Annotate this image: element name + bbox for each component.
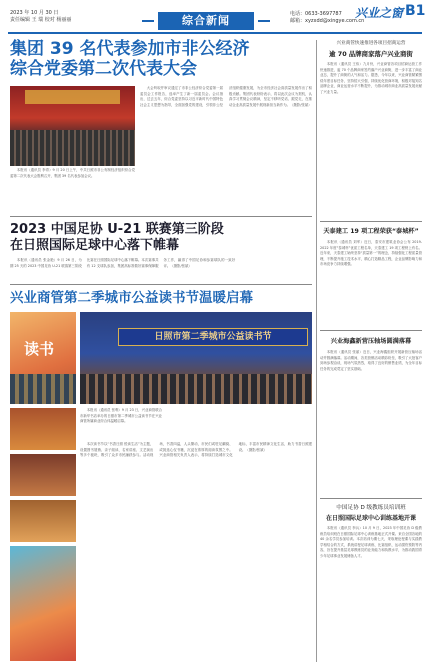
issue-date: 2023 年 10 月 30 日 [10, 10, 59, 16]
right3-body-text: 本报讯（通讯员 张丽）近日，兴业海鑫组织开展新营压轴场活动并圆满落幕。活动期间，各类营销活动精彩纷呈，吸引了大批客户到场参观洽谈，现场气氛热烈，取得了良好的销售业绩，为全年目标任务的完成奠定了坚实基础。 [320, 350, 422, 371]
article3-books-photo [10, 408, 76, 450]
article1-body [140, 86, 312, 214]
divider [10, 216, 312, 217]
article1-body-text: 大会听取并审议通过了市非公经济综合党委第一届委员会工作报告，选举产生了新一届委员会。会议指出，过去五年，综合党委坚持以习近平新时代中国特色社会主义思想为指导，全面加强党的建设，引领非公经济组织健康发展，为全市经济社会高质量发展作出了积极贡献。集团代表纷纷表示，将以此次会议为契机，认真学习贯彻会议精神，坚定不移听党话、跟党走，在推动企业高质量发展中展现新担当新作为。（摄影/张斌） [140, 86, 312, 107]
right-story-2 [320, 226, 422, 330]
article3-byline-text: 本报讯（通讯员 张利）9 月 23 日，兴业商管联合市新华书店举办的日照市第二季城市公益读书节在兴业商管所属商业综合体温暖启幕。 [80, 408, 162, 424]
poster-title: 读书 [24, 340, 55, 358]
editor-line: 责任编辑 王 瑞 校对 杨丽丽 [10, 17, 72, 23]
article2-headline-line1: 2023 中国足协 U-21 联赛第三阶段 [10, 222, 224, 237]
article3-street-photo [10, 546, 76, 661]
page-number: B1 [405, 3, 426, 19]
right3-title: 兴业海鑫新营压轴场圆满落幕 [330, 338, 412, 345]
poster-crowd [10, 374, 76, 404]
article3-byline [80, 408, 162, 440]
article2-headline-line2: 在日照国际足球中心落下帷幕 [10, 238, 180, 253]
divider [320, 221, 422, 222]
article1-headline-line1: 集团 39 名代表参加市非公经济 [10, 39, 250, 59]
contact-email: 邮箱：xyzxdd@xingye.com.cn [290, 18, 365, 24]
photo-audience [10, 130, 135, 166]
right4-kicker: 中国足协 D 级教练员培训班 [336, 505, 406, 511]
divider [10, 284, 312, 285]
article2-body-text: 本报讯（通讯员 张金艳）9 月 26 日，为期 25 天的 2023 中国足协 U-21 联赛第三阶段比赛在日照国际足球中心落下帷幕。本次赛事共有 12 支球队参加，集团高标准做好赛事保障服务工作，赢得了中国足协和参赛球队的一致好评。（摄影/张斌） [10, 258, 236, 268]
page-header [0, 0, 430, 38]
right-story-3 [320, 336, 422, 500]
right4-body-text: 本报讯（通讯员 李兵）10 月 9 日，2023 年中国足协 D 级教练员培训班在日照国际足球中心训练基地正式开课。来自全国各地的 40 余名学员参加培训。本次培训为期七天，采取理论授课与实践教学相结合的方式，系统讲授足球训练、比赛组织、运动损伤预防等内容，旨在提升基层足球教练员的业务能力和执教水平，为推动我国青少年足球事业发展储备人才。 [320, 526, 422, 558]
article1-headline [10, 40, 310, 79]
stage-banner [118, 328, 308, 346]
right3-body [320, 350, 422, 500]
right4-body [320, 526, 422, 664]
right2-body [320, 240, 422, 330]
article2-body [10, 258, 312, 282]
column-divider [316, 40, 317, 662]
right-story-4 [320, 503, 422, 664]
right1-body-text: 本报讯（通讯员 王伟）九月份，兴业商管各项目招商运营工作快速推进，逾 70 个品牌商家签约落户兴业商街，进一步丰富了商业业态，提升了商街的人气和活力。据悉，今年以来，兴业商管紧紧围绕年度目标任务，坚持招大引强，持续优化营商环境，积极对接知名品牌企业，商业运营水平不断提升，为推动城市商业高质量发展贡献了兴业力量。 [320, 62, 422, 94]
contact-phone: 电话：0633-3697787 [290, 11, 342, 17]
divider [320, 498, 422, 499]
stage-crowd [80, 374, 312, 404]
right-story-1 [320, 40, 422, 222]
article3-body [80, 442, 312, 662]
stage-banner-text: 日照市第二季城市公益读书节 [154, 332, 272, 342]
right2-title: 天泰建工 19 项工程荣获“泰城杯” [323, 228, 419, 235]
divider [320, 330, 422, 331]
right4-title: 在日照国际足球中心训练基地开课 [325, 515, 416, 522]
article3-stage-photo [80, 312, 312, 404]
article1-byline [10, 168, 135, 208]
photo-banner [25, 90, 120, 104]
right1-title: 逾 70 品牌商家落户兴业商街 [329, 50, 413, 58]
right1-kicker: 兴业商管快速推进各项目招商运营 [336, 41, 406, 46]
header-divider [8, 32, 422, 34]
article1-photo [10, 86, 135, 166]
section-name: 综合新闻 [158, 12, 254, 30]
article3-reading-photo [10, 500, 76, 542]
article3-shelf-photo [10, 454, 76, 496]
right2-body-text: 本报讯（通讯员 刘军）近日，泰安市建筑业协会公布 2019-2022 年度“泰城杯”优质工程名单，天泰建工 19 项工程榜上有名。近年来，天泰建工始终坚持“质量第一”的理念，持续强化工程质量管理，不断提升施工技术水平，精心打造精品工程，企业品牌影响力和市场竞争力持续增强。 [320, 240, 422, 267]
article2-headline [10, 222, 312, 254]
right1-body [320, 62, 422, 222]
article1-headline-line2: 综合党委第二次代表大会 [10, 58, 197, 79]
article3-body-text: 本次读书节以“书香日照 悦读生活”为主题，设置图书展销、亲子阅读、名家讲座、文艺演出等多个板块，吸引了众多市民踊跃参与。活动现场，书香四溢，人头攒动，市民们或驻足翻阅、或挑选心仪书籍，沉浸在浓厚的阅读氛围之中。兴业商管相关负责人表示，将持续打造城市文化地标，丰富市民精神文化生活，助力书香日照建设。（摄影/张斌） [80, 442, 312, 458]
article1-byline-text: 本报讯（通讯员 李青）9 月 20 日上午，中共日照市非公有制经济组织综合党委第二次代表大会胜利召开，集团 39 名代表参加会议。 [10, 168, 135, 178]
article3-headline: 兴业商管第二季城市公益读书节温暖启幕 [10, 290, 253, 306]
brand-logo: 兴业之窗 [355, 6, 404, 20]
article3-poster-photo [10, 312, 76, 404]
